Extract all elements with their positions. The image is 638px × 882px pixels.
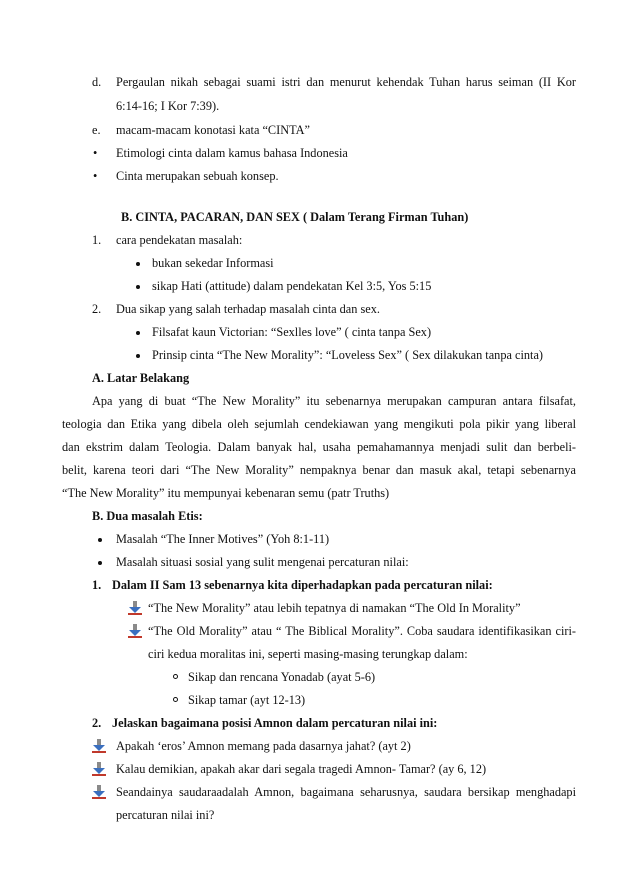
list-marker: e. [92,123,101,137]
arrow-bullet-icon [128,601,142,615]
paragraph-line: Apa yang di buat “The New Morality” itu sebenarnya merupakan campuran antara filsafat, [92,394,576,408]
list-item-continuation: 6:14-16; I Kor 7:39). [116,99,220,113]
bullet-marker: • [93,146,98,160]
list-item-text: Filsafat kaun Victorian: “Sexlles love” ( cinta tanpa Sex) [152,325,432,339]
list-marker: 2. [92,302,102,316]
subsection-heading: A. Latar Belakang [92,371,190,385]
list-item-text: Sikap dan rencana Yonadab (ayat 5-6) [188,670,376,684]
paragraph-line: dan ekstrim dalam Teologia. Dalam banyak hal, usaha pemahamannya menjadi sulit dan berbeli- [62,440,576,454]
bullet-icon [136,354,140,358]
list-item-text: Pergaulan nikah sebagai suami istri dan menurut kehendak Tuhan harus seiman (II Kor [116,75,576,89]
paragraph-line: belit, karena teori dari “The New Morality” nempaknya benar dan masuk akal, tetapi sebenarnya [62,463,576,477]
circle-bullet-icon [173,674,178,679]
list-item-continuation: percaturan nilai ini? [116,808,215,822]
list-item-text: Prinsip cinta “The New Morality”: “Loveless Sex” ( Sex dilakukan tanpa cinta) [152,348,543,362]
list-item-text: “The New Morality” atau lebih tepatnya di namakan “The Old In Morality” [148,601,521,615]
paragraph-line: “The New Morality” itu mempunyai kebenaran semu (patr Truths) [62,486,390,500]
arrow-bullet-icon [128,624,142,638]
list-item-text: macam-macam konotasi kata “CINTA” [116,123,310,137]
arrow-bullet-icon [92,739,106,753]
bullet-icon [98,561,102,565]
bullet-icon [98,538,102,542]
paragraph-line: teologia dan Etika yang dibela oleh sejumlah cendekiawan yang mengikuti pola pikir yang liberal [62,417,576,431]
bullet-marker: • [93,169,98,183]
list-marker: 1. [92,578,102,592]
arrow-bullet-icon [92,762,106,776]
list-item-text: cara pendekatan masalah: [116,233,243,247]
list-item-text: Dua sikap yang salah terhadap masalah cinta dan sex. [116,302,380,316]
list-item-text: Masalah “The Inner Motives” (Yoh 8:1-11) [116,532,330,546]
arrow-bullet-icon [92,785,106,799]
bullet-icon [136,331,140,335]
list-marker: d. [92,75,102,89]
list-item-text: Apakah ‘eros’ Amnon memang pada dasarnya jahat? (ayt 2) [116,739,411,753]
list-item-text: Seandainya saudaraadalah Amnon, bagaimana seharusnya, saudara bersikap menghadapi [116,785,576,799]
list-item-text: sikap Hati (attitude) dalam pendekatan Kel 3:5, Yos 5:15 [152,279,432,293]
list-marker: 2. [92,716,102,730]
bullet-icon [136,262,140,266]
subsection-heading: B. Dua masalah Etis: [92,509,203,523]
list-item-text: Etimologi cinta dalam kamus bahasa Indonesia [116,146,348,160]
section-heading: B. CINTA, PACARAN, DAN SEX ( Dalam Terang Firman Tuhan) [121,210,469,224]
item-heading: Dalam II Sam 13 sebenarnya kita diperhadapkan pada percaturan nilai: [112,578,493,592]
item-heading: Jelaskan bagaimana posisi Amnon dalam percaturan nilai ini: [112,716,438,730]
list-item-text: Sikap tamar (ayt 12-13) [188,693,306,707]
circle-bullet-icon [173,697,178,702]
list-item-text: “The Old Morality” atau “ The Biblical Morality”. Coba saudara identifikasikan ciri- [148,624,576,638]
list-item-text: Kalau demikian, apakah akar dari segala tragedi Amnon- Tamar? (ay 6, 12) [116,762,487,776]
list-item-text: bukan sekedar Informasi [152,256,274,270]
list-marker: 1. [92,233,102,247]
list-item-continuation: ciri kedua moralitas ini, seperti masing-masing terungkap dalam: [148,647,468,661]
list-item-text: Cinta merupakan sebuah konsep. [116,169,279,183]
list-item-text: Masalah situasi sosial yang sulit mengenai percaturan nilai: [116,555,409,569]
bullet-icon [136,285,140,289]
